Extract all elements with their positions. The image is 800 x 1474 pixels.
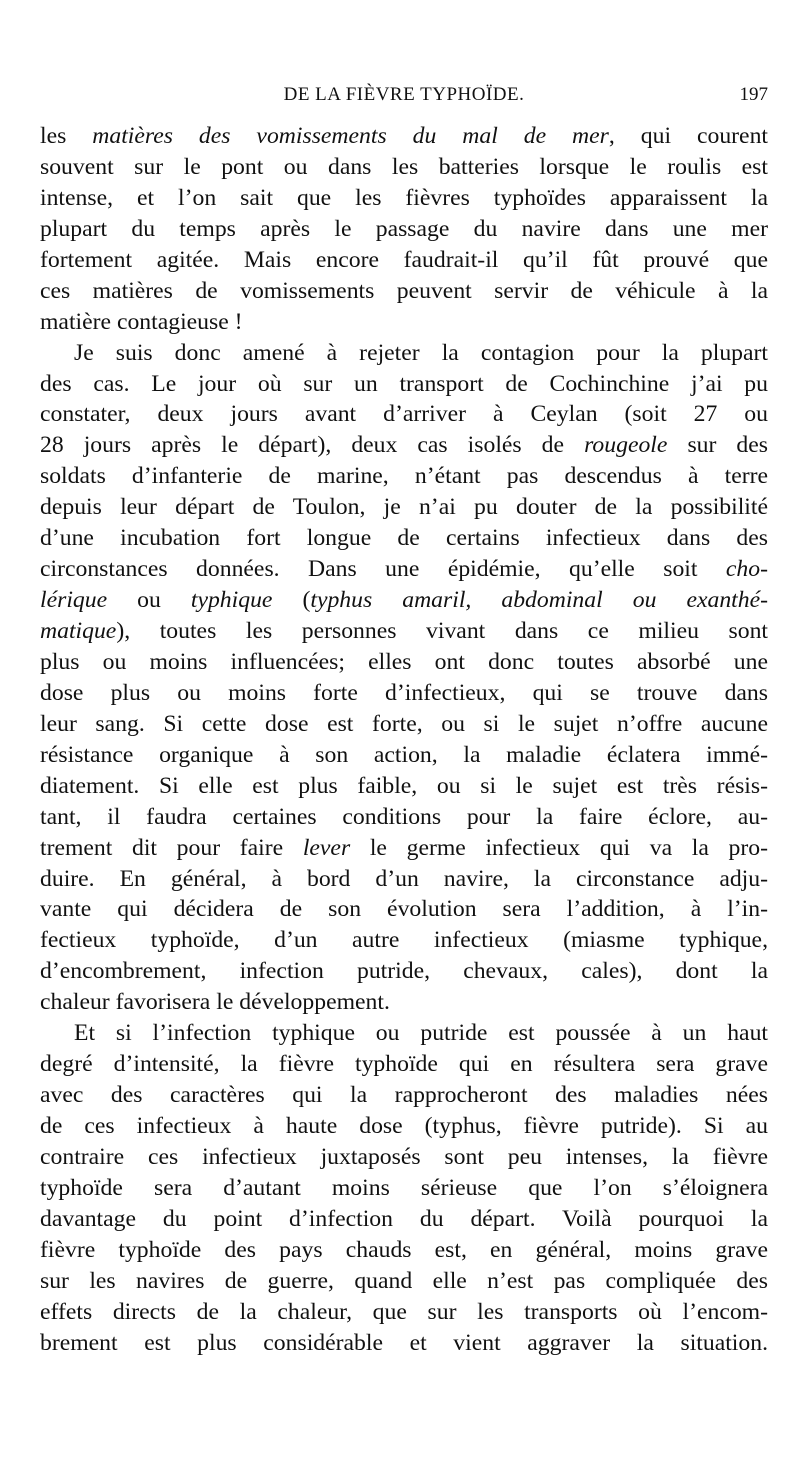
page-number: 197 [739,84,768,105]
text-line: effets directs de la chaleur, que sur les transports où l’encom- [40,1298,768,1325]
text-line: depuis leur départ de Toulon, je n’ai pu douter de la possibilité [40,494,768,521]
text-line: fectieux typhoïde, d’un autre infectieux (miasme typhique, [40,927,768,954]
text-line: fortement agitée. Mais encore faudrait-il qu’il fût prouvé que [40,246,768,273]
text-line: matique), toutes les personnes vivant dans ce milieu sont [40,618,768,644]
text-line: leur sang. Si cette dose est forte, ou si le sujet n’offre aucune [40,710,768,737]
text-line: d’encombrement, infection putride, chevaux, cales), dont la [40,958,768,985]
text-line: d’une incubation fort longue de certains infectieux dans des [40,525,768,552]
text-line: résistance organique à son action, la maladie éclatera immé- [40,741,768,768]
text-line: les matières des vomissements du mal de mer, qui courent [40,123,768,149]
text-line: typhoïde sera d’autant moins sérieuse que l’on s’éloignera [40,1174,768,1201]
text-line: ces matières de vomissements peuvent servir de véhicule à la [40,277,768,304]
body-text [40,121,768,1359]
text-line: dose plus ou moins forte d’infectieux, qui se trouve dans [40,679,768,706]
text-line: duire. En général, à bord d’un navire, la circonstance adju- [40,865,768,892]
text-line: plupart du temps après le passage du navire dans une mer [40,215,768,242]
text-line: de ces infectieux à haute dose (typhus, fièvre putride). Si au [40,1113,768,1139]
running-head [40,84,768,114]
text-line: diatement. Si elle est plus faible, ou si le sujet est très résis- [40,772,768,799]
text-line: sur les navires de guerre, quand elle n’est pas compliquée des [40,1267,768,1294]
running-title: DE LA FIÈVRE TYPHOÏDE. [283,84,525,105]
text-line: souvent sur le pont ou dans les batteries lorsque le roulis est [40,153,768,180]
text-line: tant, il faudra certaines conditions pour la faire éclore, au- [40,803,768,830]
text-line: matière contagieuse ! [40,308,243,335]
text-line: 28 jours après le départ), deux cas isolés de rougeole sur des [40,432,769,459]
text-line: plus ou moins influencées; elles ont donc toutes absorbé une [40,648,768,675]
text-line: circonstances données. Dans une épidémie, qu’elle soit cho- [40,556,768,583]
text-line: chaleur favorisera le développement. [40,989,390,1016]
text-line: soldats d’infanterie de marine, n’étant pas descendus à terre [40,463,768,490]
text-line: davantage du point d’infection du départ. Voilà pourquoi la [40,1205,768,1232]
text-line: vante qui décidera de son évolution sera l’addition, à l’in- [40,896,768,923]
text-line: intense, et l’on sait que les fièvres typhoïdes apparaissent la [40,184,768,211]
text-line: trement dit pour faire lever le germe infectieux qui va la pro- [40,834,768,861]
text-line: avec des caractères qui la rapprocheront des maladies nées [40,1082,768,1109]
text-line: des cas. Le jour où sur un transport de Cochinchine j’ai pu [40,370,768,397]
text-line: Et si l’infection typhique ou putride est poussée à un haut [74,1020,768,1047]
text-line: degré d’intensité, la fièvre typhoïde qui en résultera sera grave [40,1051,768,1078]
text-line: lérique ou typhique (typhus amaril, abdominal ou exanthé- [40,587,768,614]
text-line: Je suis donc amené à rejeter la contagion pour la plupart [74,339,768,366]
text-line: fièvre typhoïde des pays chauds est, en général, moins grave [40,1236,768,1263]
text-line: contraire ces infectieux juxtaposés sont peu intenses, la fièvre [40,1143,768,1170]
text-line: constater, deux jours avant d’arriver à Ceylan (soit 27 ou [40,401,768,428]
text-line: brement est plus considérable et vient aggraver la situation. [40,1329,768,1356]
